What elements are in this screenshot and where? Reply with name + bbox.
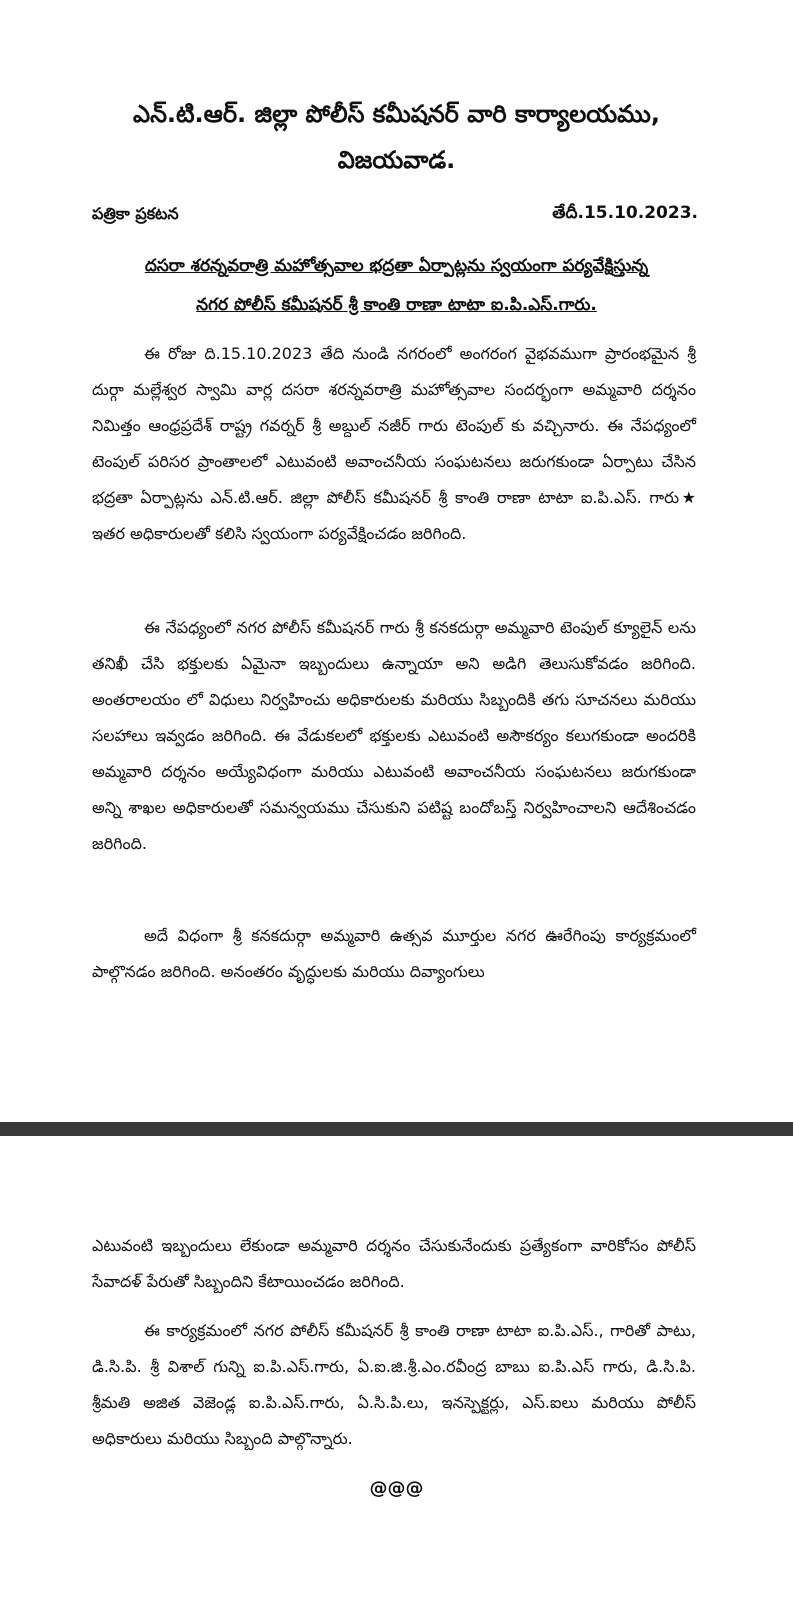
paragraph-text: ఎటువంటి ఇబ్బందులు లేకుండా అమ్మవారి దర్శనం చేసుకునేందుకు ప్రత్యేకంగా వారికోసం పోలీస్ సేవాదళ్ పేరుతో సిబ్బందిని కేటాయించడం జరిగింది.	[92, 1236, 696, 1291]
paragraph-text: ఈ నేపధ్యంలో నగర పోలీస్ కమీషనర్ గారు శ్రీ కనకదుర్గా అమ్మవారి టెంపుల్ క్యూలైన్ లను తనిఖీ చేసి భక్తులకు ఏమైనా ఇబ్బందులు ఉన్నాయా అని అడిగి తెలుసుకోవడం జరిగింది. అంతరాలయం లో విధులు నిర్వహించు అధికారులకు మరియు సిబ్బందికి తగు సూచనలు మరియు సలహాలు ఇవ్వడం జరిగింది. ఈ వేడుకలలో భక్తులకు ఎటువంటి అసౌకర్యం కలుగకుండా అందరికి అమ్మవారి దర్శనం అయ్యేవిధంగా మరియు ఎటువంటి అవాంచనీయ సంఘటనలు జరుగకుండా అన్ని శాఖల అధికారులతో సమన్వయము చేసుకుని పటిష్ట బందోబస్త్ నిర్వహించాలని ఆదేశించడం జరిగింది.	[92, 618, 696, 853]
body-paragraph-2	[92, 610, 696, 862]
office-title: ఎన్.టి.ఆర్. జిల్లా పోలీస్ కమీషనర్ వారి కార్యాలయము,	[133, 100, 660, 128]
body-paragraph-3	[92, 918, 696, 990]
headline-line-2: నగర పోలీస్ కమీషనర్ శ్రీ కాంతి రాణా టాటా ఐ.పి.ఎస్.గారు.	[196, 295, 597, 315]
release-date: తేదీ.15.10.2023.	[552, 203, 698, 223]
paragraph-text: అదే విధంగా శ్రీ కనకదుర్గా అమ్మవారి ఉత్సవ మూర్తుల నగర ఊరేగింపు కార్యక్రమంలో పాల్గొనడం జరిగింది. అనంతరం వృద్ధులకు మరియు దివ్యాంగులు	[92, 926, 696, 981]
page-break-divider	[0, 1122, 793, 1136]
headline-line-1: దసరా శరన్నవరాత్రి మహోత్సవాల భద్రతా ఏర్పాట్లను స్వయంగా పర్యవేక్షిస్తున్న	[144, 256, 649, 276]
paragraph-text: ఈ రోజు ది.15.10.2023 తేది నుండి నగరంలో అంగరంగ వైభవముగా ప్రారంభమైన శ్రీ దుర్గా మల్లేశ్వర స్వామి వార్ల దసరా శరన్నవరాత్రి మహోత్సవాల సందర్భంగా అమ్మవారి దర్శనం నిమిత్తం ఆంధ్రప్రదేశ్ రాష్ట్ర గవర్నర్ శ్రీ అబ్దుల్ నజీర్ గారు టెంపుల్ కు వచ్చినారు. ఈ నేపధ్యంలో టెంపుల్ పరిసర ప్రాంతాలలో ఎటువంటి అవాంచనీయ సంఘటనలు జరుగకుండా ఏర్పాటు చేసిన భద్రతా ఏర్పాట్లను ఎన్.టి.ఆర్. జిల్లా పోలీస్ కమీషనర్ శ్రీ కాంతి రాణా టాటా ఐ.పి.ఎస్. గారు★ ఇతర అధికారులతో కలిసి స్వయంగా పర్యవేక్షించడం జరిగింది.	[92, 344, 696, 543]
body-paragraph-1	[92, 336, 696, 552]
closing-mark: @@@	[369, 1478, 424, 1499]
press-release-label: పత్రికా ప్రకటన	[92, 204, 179, 223]
body-paragraph-5	[92, 1313, 696, 1457]
paragraph-text: ఈ కార్యక్రమంలో నగర పోలీస్ కమీషనర్ శ్రీ కాంతి రాణా టాటా ఐ.పి.ఎస్., గారితో పాటు, డి.సి.పి. శ్రీ విశాల్ గున్ని ఐ.పి.ఎస్.గారు, ఏ.ఐ.జి.శ్రీ.ఎం.రవీంద్ర బాబు ఐ.పి.ఎస్ గారు, డి.సి.పి. శ్రీమతి అజిత వెజెండ్ల ఐ.పి.ఎస్.గారు, ఏ.సి.పి.లు, ఇనస్పెక్టర్లు, ఎస్.ఐలు మరియు పోలీస్ అధికారులు మరియు సిబ్బంది పాల్గొన్నారు.	[92, 1321, 696, 1448]
body-paragraph-4	[92, 1228, 696, 1300]
office-city: విజయవాడ.	[337, 146, 456, 174]
